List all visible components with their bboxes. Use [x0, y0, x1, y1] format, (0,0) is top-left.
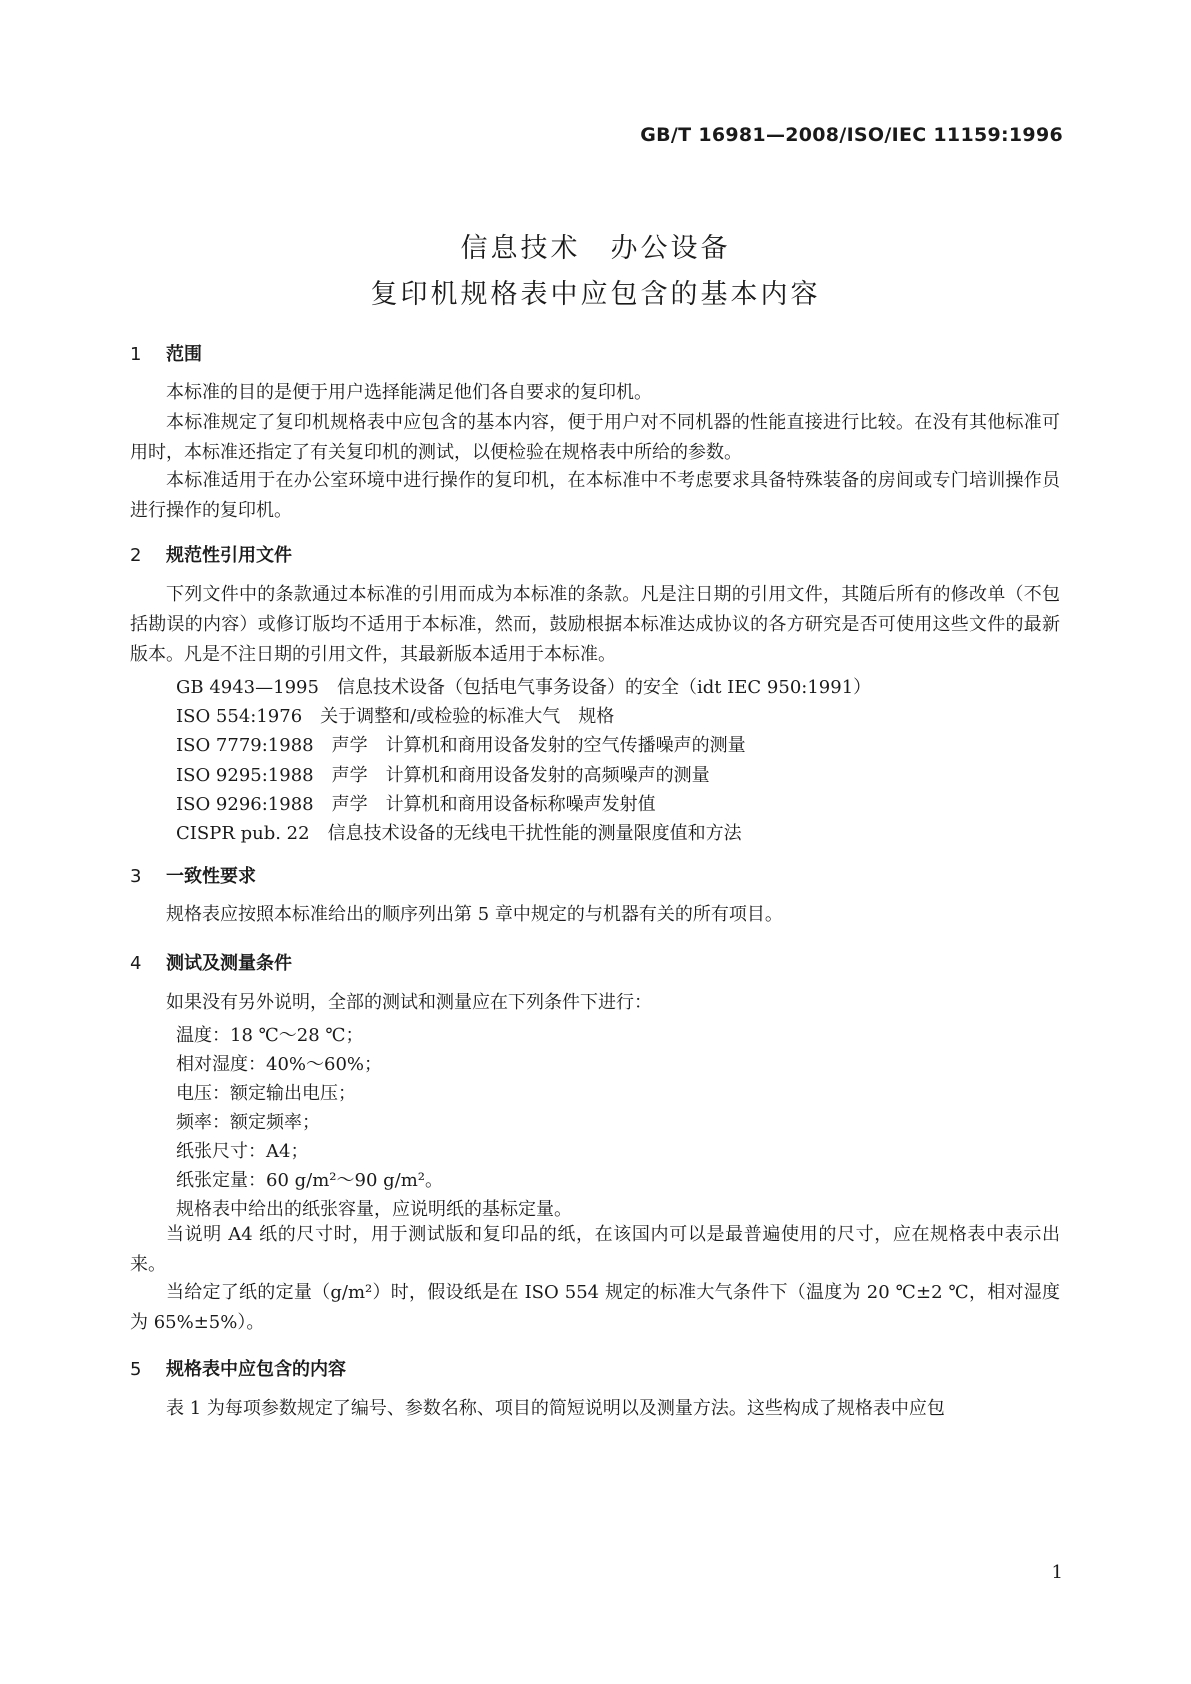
normative-reference: CISPR pub. 22 信息技术设备的无线电干扰性能的测量限度值和方法: [176, 823, 742, 844]
section-1-paragraph-3: 本标准适用于在办公室环境中进行操作的复印机，在本标准中不考虑要求具备特殊装备的房间或专门培训操作员进行操作的复印机。: [130, 470, 1060, 521]
section-number: 5: [130, 1359, 142, 1380]
section-title: 规范性引用文件: [166, 545, 292, 566]
section-number: 3: [130, 866, 142, 887]
section-5-paragraph-1: 表 1 为每项参数规定了编号、参数名称、项目的简短说明以及测量方法。这些构成了规格表中应包: [166, 1398, 945, 1419]
section-5-heading: [130, 1355, 346, 1381]
test-condition: 频率：额定频率；: [176, 1112, 320, 1133]
section-1-paragraph-2: 本标准规定了复印机规格表中应包含的基本内容，便于用户对不同机器的性能直接进行比较。在没有其他标准可用时，本标准还指定了有关复印机的测试，以便检验在规格表中所给的参数。: [130, 412, 1060, 463]
section-4-heading: [130, 949, 292, 975]
test-condition: 电压：额定输出电压；: [176, 1083, 356, 1104]
test-condition: 规格表中给出的纸张容量，应说明纸的基标定量。: [176, 1199, 572, 1220]
document-title-line-1: 信息技术 办公设备: [460, 233, 731, 264]
test-condition: 相对湿度：40%～60%；: [176, 1054, 383, 1075]
test-condition: 纸张尺寸：A4；: [176, 1141, 309, 1162]
section-title: 规格表中应包含的内容: [166, 1359, 346, 1380]
normative-reference: ISO 9295:1988 声学 计算机和商用设备发射的高频噪声的测量: [176, 765, 710, 786]
normative-reference: GB 4943—1995 信息技术设备（包括电气事务设备）的安全（idt IEC 950:1991）: [176, 677, 872, 698]
section-title: 范围: [166, 344, 202, 365]
section-number: 2: [130, 545, 142, 566]
section-4-paragraph-3: 当给定了纸的定量（g/m²）时，假设纸是在 ISO 554 规定的标准大气条件下（温度为 20 ℃±2 ℃，相对湿度为 65%±5%）。: [130, 1282, 1060, 1333]
section-number: 4: [130, 953, 142, 974]
section-title: 一致性要求: [166, 866, 256, 887]
document-title-line-2: 复印机规格表中应包含的基本内容: [370, 279, 821, 310]
section-4-paragraph-1: 如果没有另外说明，全部的测试和测量应在下列条件下进行：: [166, 992, 652, 1013]
section-4-paragraph-2: 当说明 A4 纸的尺寸时，用于测试版和复印品的纸，在该国内可以是最普遍使用的尺寸，应在规格表中表示出来。: [130, 1224, 1060, 1275]
section-3-heading: [130, 862, 256, 888]
section-number: 1: [130, 344, 142, 365]
test-condition: 温度：18 ℃～28 ℃；: [176, 1025, 364, 1046]
section-2-heading: [130, 541, 292, 567]
standard-code: GB/T 16981—2008/ISO/IEC 11159:1996: [640, 124, 1063, 146]
section-1-paragraph-1: 本标准的目的是便于用户选择能满足他们各自要求的复印机。: [166, 382, 652, 403]
normative-reference: ISO 554:1976 关于调整和/或检验的标准大气 规格: [176, 706, 615, 727]
normative-reference: ISO 7779:1988 声学 计算机和商用设备发射的空气传播噪声的测量: [176, 735, 746, 756]
test-condition: 纸张定量：60 g/m²～90 g/m²。: [176, 1170, 443, 1191]
section-3-paragraph-1: 规格表应按照本标准给出的顺序列出第 5 章中规定的与机器有关的所有项目。: [166, 904, 783, 925]
normative-reference: ISO 9296:1988 声学 计算机和商用设备标称噪声发射值: [176, 794, 656, 815]
section-1-heading: [130, 340, 202, 366]
page-number: 1: [1051, 1562, 1063, 1583]
section-title: 测试及测量条件: [166, 953, 292, 974]
section-2-paragraph-1: 下列文件中的条款通过本标准的引用而成为本标准的条款。凡是注日期的引用文件，其随后所有的修改单（不包括勘误的内容）或修订版均不适用于本标准，然而，鼓励根据本标准达成协议的各方研究是否可使用这些文件的最新版本。凡是不注日期的引用文件，其最新版本适用于本标准。: [130, 584, 1060, 665]
